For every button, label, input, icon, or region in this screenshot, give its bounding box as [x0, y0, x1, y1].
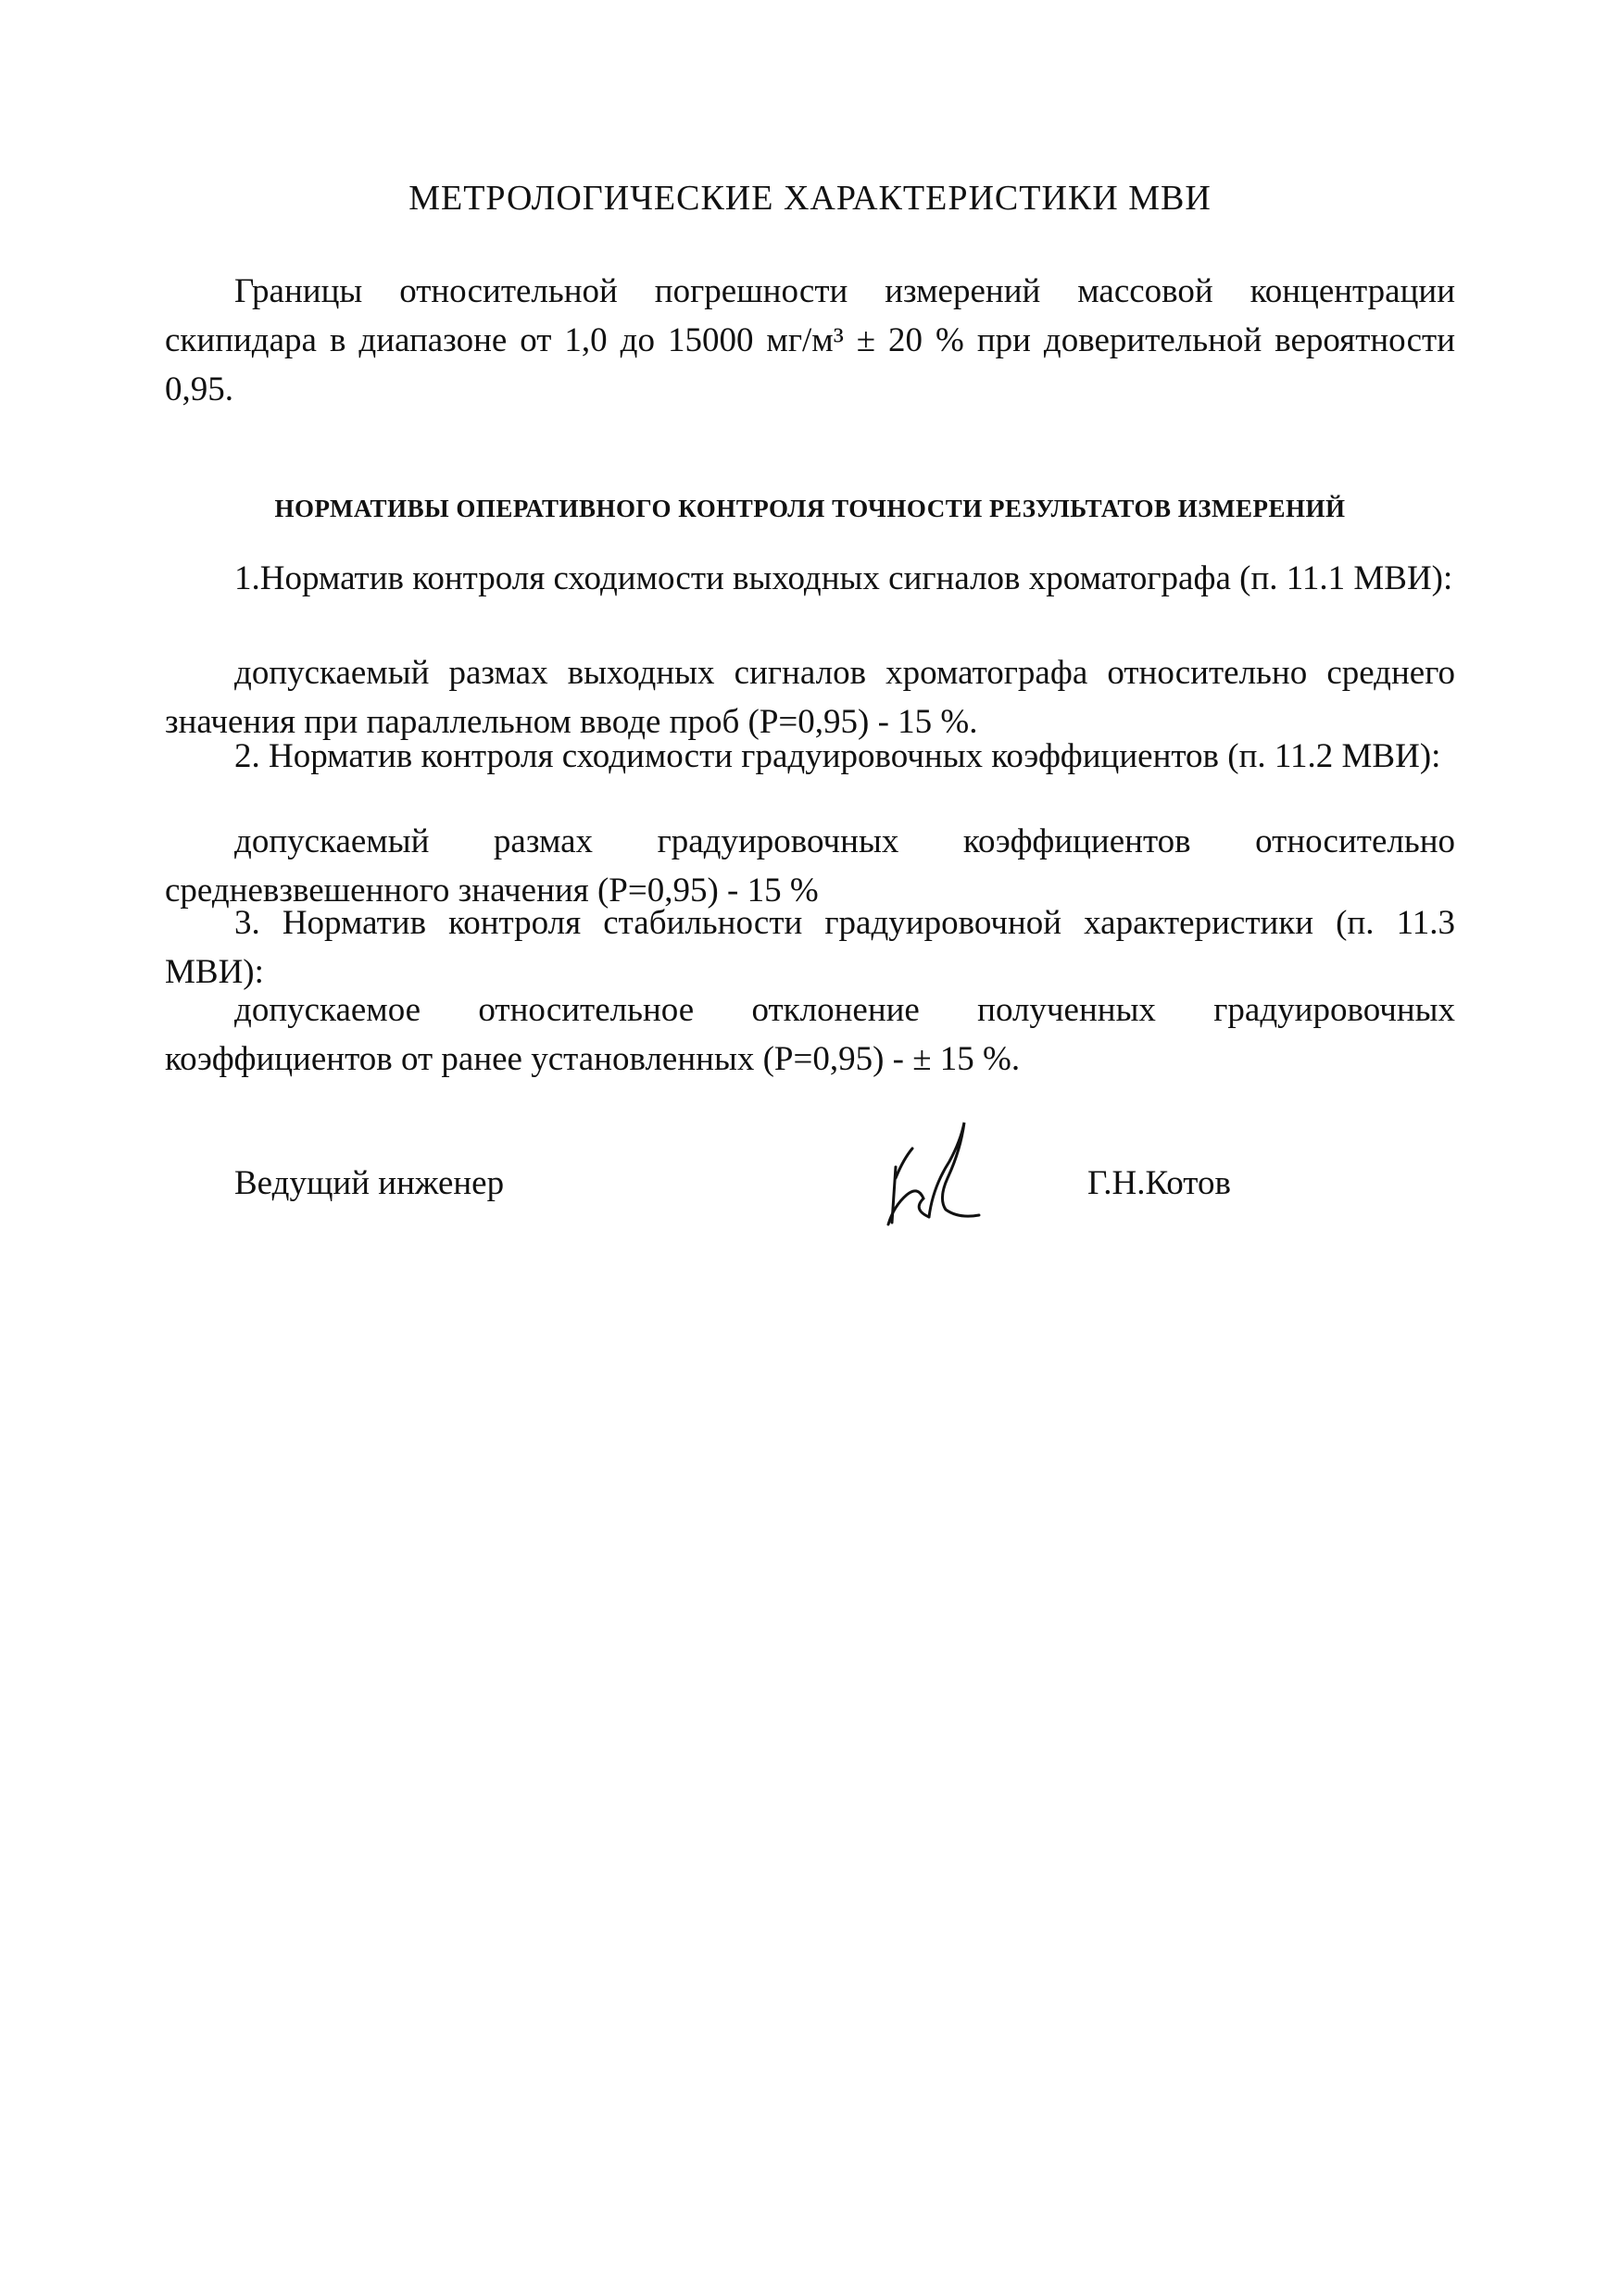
- norm-2-heading: 2. Норматив контроля сходимости градуировочных коэффициентов (п. 11.2 МВИ):: [234, 737, 1441, 775]
- norm-3-heading: 3. Норматив контроля стабильности градуировочной характеристики (п. 11.3 МВИ):: [165, 904, 1455, 991]
- section-title: НОРМАТИВЫ ОПЕРАТИВНОГО КОНТРОЛЯ ТОЧНОСТИ РЕЗУЛЬТАТОВ ИЗМЕРЕНИЙ: [274, 495, 1346, 522]
- signature-row: [0, 1158, 1620, 1232]
- signer-name: Г.Н.Котов: [1087, 1164, 1231, 1202]
- norm-3-text: допускаемое относительное отклонение полученных градуировочных коэффициентов от ранее установленных (Р=0,95) - ± 15 %.: [165, 991, 1455, 1078]
- intro-paragraph: Границы относительной погрешности измерений массовой концентрации скипидара в диапазоне от 1,0 до 15000 мг/м³ ± 20 % при доверительной вероятности 0,95.: [165, 272, 1455, 408]
- document-title: МЕТРОЛОГИЧЕСКИЕ ХАРАКТЕРИСТИКИ МВИ: [408, 179, 1212, 218]
- norm-2-text: допускаемый размах градуировочных коэффициентов относительно средневзвешенного значения (Р=0,95) - 15 %: [165, 822, 1455, 910]
- handwritten-signature-icon: [875, 1113, 996, 1234]
- norm-1-text: допускаемый размах выходных сигналов хроматографа относительно среднего значения при параллельном вводе проб (Р=0,95) - 15 %.: [165, 654, 1455, 741]
- norm-1-heading: 1.Норматив контроля сходимости выходных сигналов хроматографа (п. 11.1 МВИ):: [234, 559, 1453, 597]
- signer-position: Ведущий инженер: [234, 1164, 505, 1202]
